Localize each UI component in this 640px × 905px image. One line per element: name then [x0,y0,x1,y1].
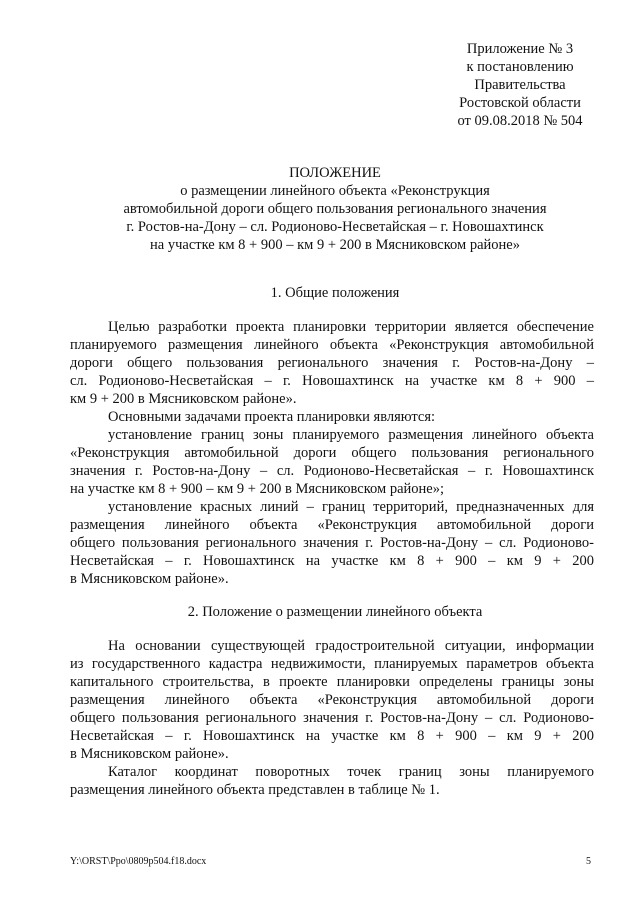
section-1-heading: 1. Общие положения [270,285,400,301]
text-line: На основании существующей градостроительной ситуации, информации [108,638,594,654]
annex-header [420,40,620,130]
text-line: капитального строительства, в проекте планировки определены границы зоны [70,674,594,690]
text-line: установление красных линий – границ территорий, предназначенных для [108,499,594,515]
text-line: Несветайская – г. Новошахтинск на участке км 8 + 900 – км 9 + 200 [70,728,594,744]
text-line: дороги общего пользования регионального значения г. Ростов-на-Дону – [70,355,594,371]
text-line: Основными задачами проекта планировки являются: [108,409,436,425]
title-line: ПОЛОЖЕНИЕ [289,165,381,181]
text-line: общего пользования регионального значения г. Ростов-на-Дону – сл. Родионово- [70,535,594,551]
text-line: установление границ зоны планируемого размещения линейного объекта [108,427,594,443]
text-line: из государственного кадастра недвижимости, планируемых параметров объекта [70,656,594,672]
text-line: на участке км 8 + 900 – км 9 + 200 в Мясниковском районе»; [70,481,444,497]
annex-line: к постановлению [466,59,574,75]
text-line: Несветайская – г. Новошахтинск на участке км 8 + 900 – км 9 + 200 [70,553,594,569]
section-1-paragraph-3 [70,426,594,498]
text-line: в Мясниковском районе». [70,571,229,587]
text-line: размещения линейного объекта «Реконструкция автомобильной дороги [70,517,594,533]
text-line: «Реконструкция автомобильной дороги общего пользования регионального [70,445,594,461]
annex-line: от 09.08.2018 № 504 [457,113,583,129]
text-line: размещения линейного объекта представлен в таблице № 1. [70,782,440,798]
text-line: Каталог координат поворотных точек границ зоны планируемого [108,764,594,780]
document-title [60,164,610,254]
annex-line: Правительства [474,77,566,93]
section-1-paragraph-4 [70,498,594,588]
text-line: Целью разработки проекта планировки территории является обеспечение [108,319,594,335]
section-1-paragraph-2 [70,408,594,426]
text-line: значения г. Ростов-на-Дону – сл. Родионово-Несветайская – г. Новошахтинск [70,463,594,479]
text-line: в Мясниковском районе». [70,746,229,762]
text-line: общего пользования регионального значения г. Ростов-на-Дону – сл. Родионово- [70,710,594,726]
annex-line: Приложение № 3 [466,41,574,57]
section-2-paragraph-2 [70,763,594,799]
page-number: 5 [586,856,591,867]
section-2-heading: 2. Положение о размещении линейного объекта [187,604,483,620]
text-line: сл. Родионово-Несветайская – г. Новошахтинск на участке км 8 + 900 – [70,373,594,389]
title-line: о размещении линейного объекта «Реконструкция [180,183,490,199]
annex-line: Ростовской области [459,95,581,111]
title-line: автомобильной дороги общего пользования регионального значения [123,201,547,217]
section-1-paragraph-1 [70,318,594,408]
text-line: размещения линейного объекта «Реконструкция автомобильной дороги [70,692,594,708]
footer-file-path: Y:\ORST\Ppo\0809p504.f18.docx [70,856,207,867]
section-2-paragraph-1 [70,637,594,763]
title-line: г. Ростов-на-Дону – сл. Родионово-Несветайская – г. Новошахтинск [126,219,544,235]
title-line: на участке км 8 + 900 – км 9 + 200 в Мясниковском районе» [150,237,520,253]
text-line: планируемого размещения линейного объекта «Реконструкция автомобильной [70,337,594,353]
text-line: км 9 + 200 в Мясниковском районе». [70,391,297,407]
